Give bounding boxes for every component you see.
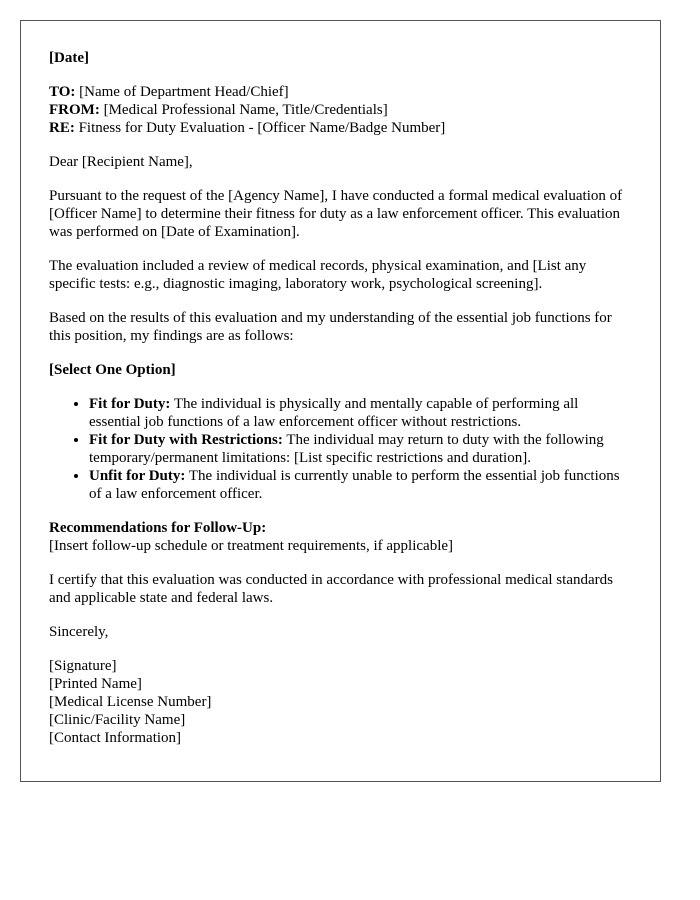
to-value: [Name of Department Head/Chief] — [79, 84, 289, 100]
re-label: RE: — [49, 120, 75, 136]
options-heading: [Select One Option] — [49, 362, 176, 378]
from-label: FROM: — [49, 102, 100, 118]
findings-options-list — [49, 395, 632, 503]
printed-name-line: [Printed Name] — [49, 676, 142, 692]
letter-date: [Date] — [49, 50, 89, 66]
signature-line: [Signature] — [49, 658, 117, 674]
paragraph-findings-intro: Based on the results of this evaluation and my understanding of the essential job functions for this position, my findings are as follows: — [49, 310, 612, 344]
option-text: The individual may return to duty with the following temporary/permanent limitations: [List specific restrictions and duration]. — [89, 432, 604, 466]
salutation: Dear [Recipient Name], — [49, 154, 193, 170]
to-label: TO: — [49, 84, 76, 100]
re-value: Fitness for Duty Evaluation - [Officer Name/Badge Number] — [78, 120, 446, 136]
from-line — [49, 101, 632, 119]
certification-statement: I certify that this evaluation was conducted in accordance with professional medical standards and applicable state and federal laws. — [49, 572, 613, 606]
option-fit-for-duty — [89, 395, 632, 431]
option-text: The individual is physically and mentally capable of performing all essential job functions of a law enforcement officer without restrictions. — [89, 396, 579, 430]
from-value: [Medical Professional Name, Title/Credentials] — [103, 102, 388, 118]
re-line — [49, 119, 632, 137]
license-number-line: [Medical License Number] — [49, 694, 212, 710]
recommendations-section — [49, 519, 632, 555]
option-text: The individual is currently unable to perform the essential job functions of a law enforcement officer. — [89, 468, 620, 502]
option-fit-with-restrictions — [89, 431, 632, 467]
paragraph-request: Pursuant to the request of the [Agency Name], I have conducted a formal medical evaluation of [Officer Name] to determine their fitness for duty as a law enforcement officer. This evaluation was performed on [Date of Examination]. — [49, 188, 623, 240]
letter-document — [20, 20, 661, 782]
option-unfit-for-duty — [89, 467, 632, 503]
recommendations-text: [Insert follow-up schedule or treatment requirements, if applicable] — [49, 538, 454, 554]
to-line — [49, 83, 632, 101]
closing: Sincerely, — [49, 624, 109, 640]
recommendations-heading: Recommendations for Follow-Up: — [49, 520, 267, 536]
signature-block — [49, 657, 632, 747]
paragraph-evaluation: The evaluation included a review of medical records, physical examination, and [List any specific tests: e.g., diagnostic imaging, laboratory work, psychological screening]. — [49, 258, 587, 292]
facility-name-line: [Clinic/Facility Name] — [49, 712, 186, 728]
letter-header — [49, 83, 632, 137]
contact-info-line: [Contact Information] — [49, 730, 182, 746]
option-label: Unfit for Duty: — [89, 468, 186, 484]
option-label: Fit for Duty with Restrictions: — [89, 432, 283, 448]
option-label: Fit for Duty: — [89, 396, 171, 412]
